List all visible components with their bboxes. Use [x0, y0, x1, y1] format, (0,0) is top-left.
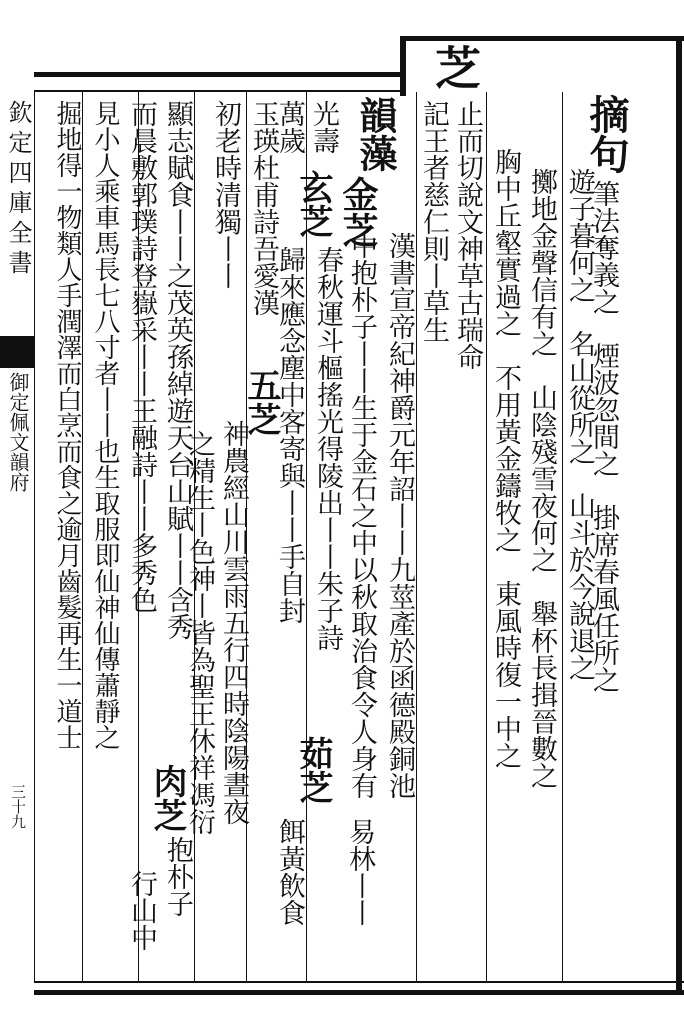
page-number: 三十九 [9, 784, 27, 829]
text-column: 筆法奪義之 煙波忽間之 掛席春風任所之 [588, 180, 619, 693]
book-title: 御定佩文韻府 [6, 372, 30, 492]
text-column: 中抱朴子丨丨生于金石之中以秋取治食令人身有 [346, 232, 377, 799]
column-rule [82, 92, 83, 981]
text-column: 初老時清獨丨丨 [210, 100, 241, 289]
text-column: 見小人乘車馬長七八寸者丨丨也生取服即仙神仙傳蕭靜之 [90, 100, 120, 750]
column-heading: 摘句 [583, 94, 630, 174]
text-column: 遊子暮何之 名山從所之 山斗於今說退之 [564, 168, 595, 681]
text-column: 漢書宣帝紀神爵元年詔丨丨九莖產於函德殿銅池 [384, 232, 415, 799]
entry-heading: 肉芝 [147, 764, 187, 832]
text-column: 神農經山川雲雨五行四時陰陽晝夜 [218, 420, 249, 825]
library-title: 欽定四庫全書 [4, 100, 32, 280]
text-column: 餌黃飲食 [274, 818, 305, 926]
text-column: 擲地金聲信有之 山陰殘雪夜何之 舉杯長揖晉數之 [526, 168, 557, 789]
text-column: 玉瑛杜甫詩吾愛漢 [248, 100, 279, 316]
text-column: 萬歲 [274, 100, 305, 154]
text-column: 胸中丘壑實過之 不用黃金鑄牧之 東風時復一中之 [490, 148, 521, 769]
section-heading: 芝 [428, 44, 482, 90]
entry-heading: 玄芝 [293, 170, 333, 238]
entry-heading: 茹芝 [293, 736, 333, 804]
border-top-inner [34, 90, 406, 92]
border-bottom-inner [34, 981, 684, 983]
text-column: 掘地得一物類人手潤澤而白烹而食之逾月齒髮再生一道士 [52, 100, 82, 750]
text-column: 光壽 [308, 100, 339, 154]
text-column: 抱朴子 [162, 836, 193, 917]
text-column: 而晨敷郭璞詩登嶽采丨丨王融詩丨丨多秀色 [126, 100, 157, 613]
text-column: 行山中 [126, 870, 157, 951]
text-column: 止而切說文神草古瑞命 [452, 100, 483, 370]
column-rule [562, 92, 563, 981]
border-bottom-outer [34, 990, 684, 995]
border-top-outer [34, 72, 406, 77]
entry-heading: 五芝 [241, 368, 281, 436]
text-column: 記王者慈仁則丨草生 [418, 100, 449, 343]
text-column: 春秋運斗樞搖光得陵出丨丨朱子詩 [312, 246, 343, 651]
border-top-right [400, 36, 684, 41]
column-heading: 韻藻 [353, 96, 398, 172]
column-rule [486, 92, 487, 981]
text-column: 歸來應念塵中客寄與丨丨手自封 [274, 246, 305, 624]
text-column: 之精生丨色神丨皆為聖王休祥馮衍 [184, 430, 215, 835]
text-column: 易林丨丨 [344, 818, 375, 926]
margin-rule [34, 92, 35, 981]
border-right [676, 36, 682, 995]
fishtail-marker [0, 336, 34, 368]
text-column: 顯志賦食丨丨之茂英孫綽遊天台山賦丨丨含秀 [162, 100, 193, 640]
border-step [400, 36, 406, 96]
entry-heading: 金芝 [337, 176, 379, 248]
column-rule [416, 92, 417, 981]
